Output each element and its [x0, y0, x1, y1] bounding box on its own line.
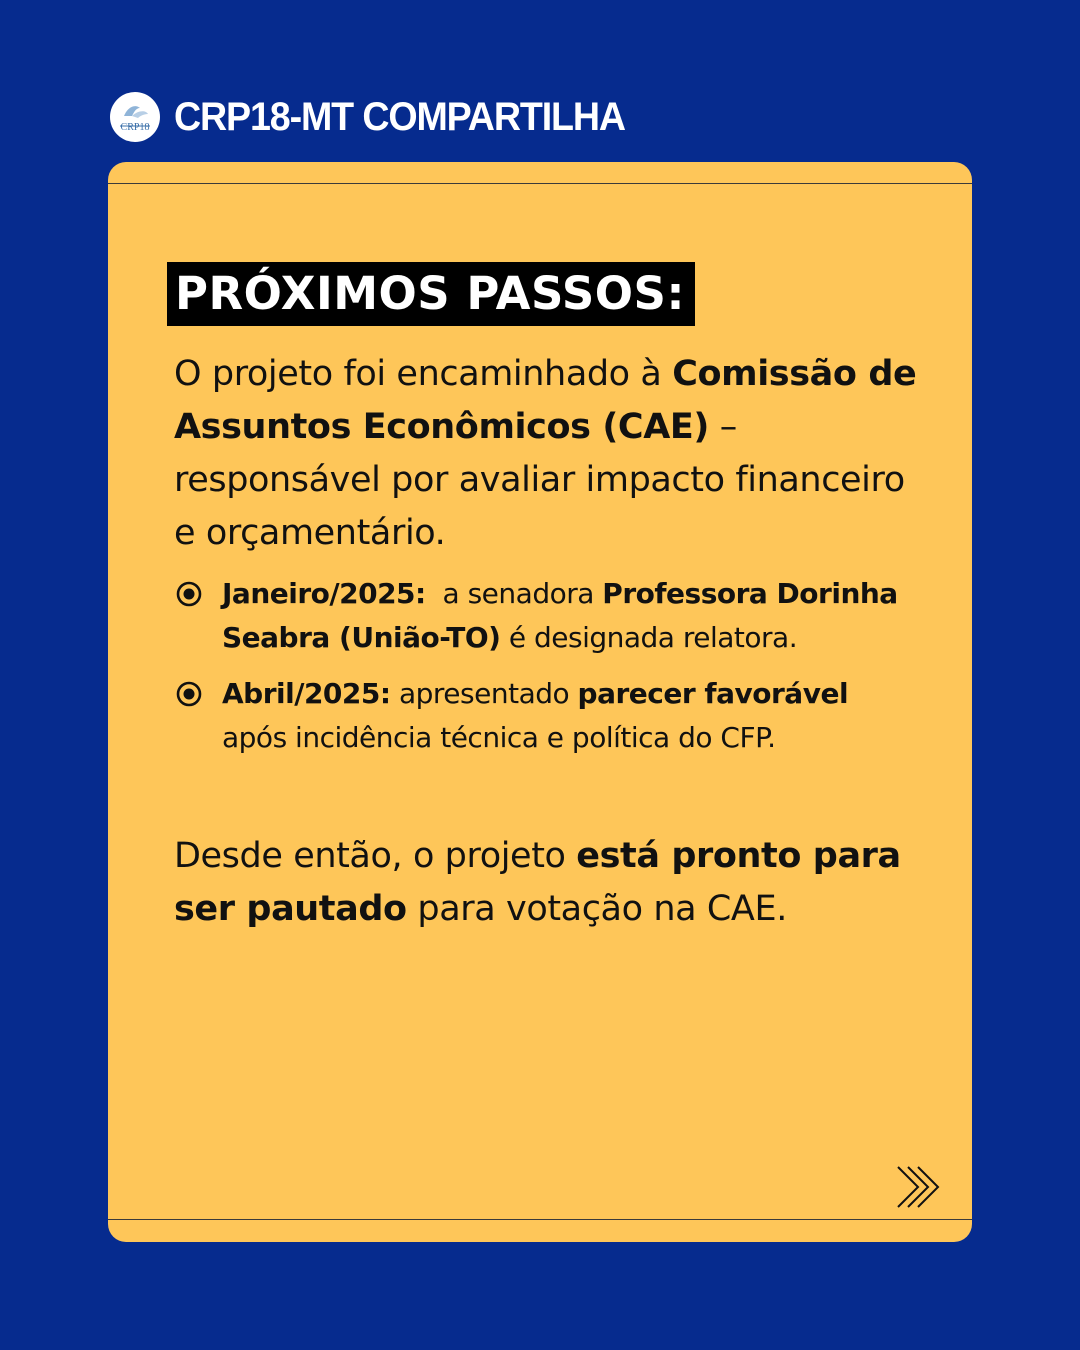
intro-text-1: O projeto foi encaminhado à — [174, 354, 673, 394]
content-card — [108, 162, 972, 1242]
crp18-logo — [110, 92, 160, 142]
bottom-divider — [108, 1219, 972, 1220]
timeline-list — [174, 572, 914, 760]
closing-paragraph — [174, 830, 934, 936]
timeline-bold: Professora Dorinha Seabra (União-TO) — [222, 577, 898, 654]
triple-chevron-right-icon[interactable] — [896, 1164, 946, 1210]
bird-icon — [110, 92, 160, 142]
timeline-text-2: é designada relatora. — [500, 621, 798, 654]
section-title: PRÓXIMOS PASSOS: — [167, 262, 695, 326]
timeline-text-2: após incidência técnica e política do CFP. — [222, 721, 776, 754]
outro-text-2: para votação na CAE. — [406, 889, 787, 929]
timeline-text-1: a senadora — [425, 577, 603, 610]
timeline-item — [174, 672, 914, 760]
outro-text-1: Desde então, o projeto — [174, 836, 577, 876]
intro-text-2: – responsável por avaliar impacto financeiro e orçamentário. — [174, 407, 905, 553]
intro-paragraph — [174, 348, 934, 560]
timeline-date: Abril/2025: — [222, 677, 391, 710]
logo-text: CRP18 — [120, 121, 150, 133]
top-divider — [108, 183, 972, 184]
timeline-bold: parecer favorável — [577, 677, 849, 710]
brand-title: CRP18-MT COMPARTILHA — [174, 94, 625, 139]
outro-bold-1: está pronto para ser pautado — [174, 836, 901, 929]
timeline-text-1: apresentado — [390, 677, 578, 710]
intro-bold-1: Comissão de Assuntos Econômicos (CAE) — [174, 354, 917, 447]
timeline-date: Janeiro/2025: — [222, 577, 426, 610]
timeline-item — [174, 572, 914, 660]
radio-bullet-icon — [174, 579, 204, 609]
radio-bullet-icon — [174, 679, 204, 709]
header — [110, 90, 654, 144]
